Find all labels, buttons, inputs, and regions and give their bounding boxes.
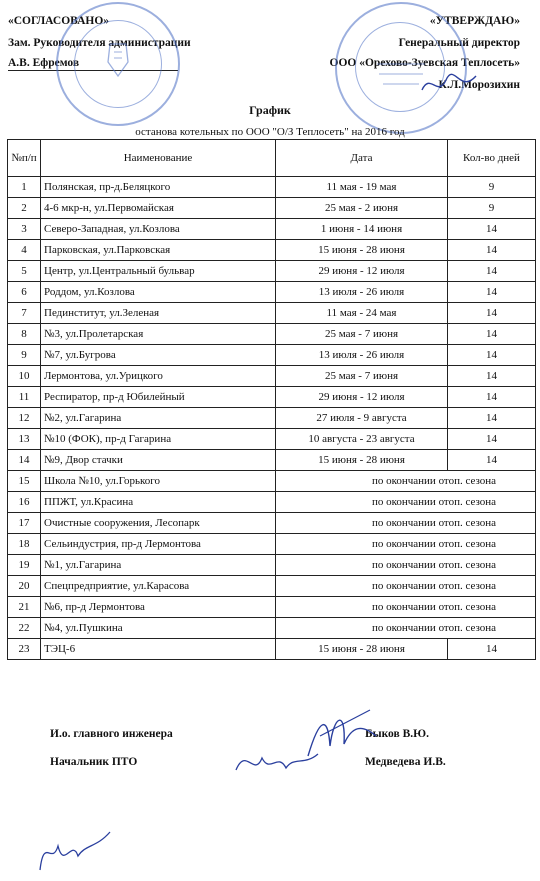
row-num: 6	[8, 282, 41, 303]
row-name: №6, пр-д Лермонтова	[41, 597, 276, 618]
table-row	[8, 303, 536, 324]
table-row	[8, 597, 536, 618]
table-row	[8, 576, 536, 597]
signature-position-1: И.о. главного инженера	[50, 728, 173, 740]
row-name: Спецпредприятие, ул.Карасова	[41, 576, 276, 597]
row-merged-note: по окончании отоп. сезона	[276, 492, 536, 513]
document-title: График	[249, 103, 291, 117]
header-date: Дата	[276, 140, 448, 177]
row-num: 4	[8, 240, 41, 261]
row-num: 3	[8, 219, 41, 240]
row-merged-note: по окончании отоп. сезона	[276, 534, 536, 555]
table-row	[8, 450, 536, 471]
row-num: 2	[8, 198, 41, 219]
row-num: 16	[8, 492, 41, 513]
row-days: 9	[448, 177, 536, 198]
row-days: 14	[448, 429, 536, 450]
header-name: Наименование	[41, 140, 276, 177]
row-num: 11	[8, 387, 41, 408]
row-days: 14	[448, 639, 536, 660]
row-date: 29 июня - 12 июля	[276, 387, 448, 408]
row-name: Сельиндустрия, пр-д Лермонтова	[41, 534, 276, 555]
row-days: 14	[448, 240, 536, 261]
row-num: 19	[8, 555, 41, 576]
approval-left-heading: «СОГЛАСОВАНО»	[8, 15, 110, 27]
row-num: 8	[8, 324, 41, 345]
row-name: ППЖТ, ул.Красина	[41, 492, 276, 513]
row-num: 13	[8, 429, 41, 450]
row-merged-note: по окончании отоп. сезона	[276, 471, 536, 492]
row-days: 14	[448, 387, 536, 408]
row-name: №9, Двор стачки	[41, 450, 276, 471]
approval-left-name: А.В. Ефремов	[8, 56, 178, 71]
row-date: 13 июля - 26 июля	[276, 345, 448, 366]
pto-head-signature-icon	[232, 742, 322, 782]
approval-left-position: Зам. Руководителя администрации	[8, 37, 191, 49]
row-days: 14	[448, 366, 536, 387]
row-name: №2, ул.Гагарина	[41, 408, 276, 429]
row-days: 14	[448, 219, 536, 240]
document-subtitle: останова котельных по ООО "О/З Теплосеть" на 2016 год	[135, 126, 405, 138]
row-days: 9	[448, 198, 536, 219]
row-num: 18	[8, 534, 41, 555]
table-row	[8, 177, 536, 198]
row-name: ТЭЦ-6	[41, 639, 276, 660]
row-num: 14	[8, 450, 41, 471]
schedule-table	[7, 139, 536, 660]
row-days: 14	[448, 345, 536, 366]
table-row	[8, 345, 536, 366]
table-row	[8, 618, 536, 639]
row-name: №1, ул.Гагарина	[41, 555, 276, 576]
table-row	[8, 198, 536, 219]
table-row	[8, 639, 536, 660]
row-days: 14	[448, 303, 536, 324]
row-days: 14	[448, 324, 536, 345]
signature-name-1: Быков В.Ю.	[365, 728, 429, 740]
row-date: 15 июня - 28 июня	[276, 639, 448, 660]
row-name: Школа №10, ул.Горького	[41, 471, 276, 492]
table-row	[8, 492, 536, 513]
row-name: 4-6 мкр-н, ул.Первомайская	[41, 198, 276, 219]
row-merged-note: по окончании отоп. сезона	[276, 555, 536, 576]
row-date: 15 июня - 28 июня	[276, 450, 448, 471]
row-name: Полянская, пр-д.Беляцкого	[41, 177, 276, 198]
row-name: Роддом, ул.Козлова	[41, 282, 276, 303]
director-signature-icon	[420, 70, 480, 100]
row-date: 11 мая - 24 мая	[276, 303, 448, 324]
table-row	[8, 513, 536, 534]
table-row	[8, 555, 536, 576]
row-merged-note: по окончании отоп. сезона	[276, 597, 536, 618]
row-date: 13 июля - 26 июля	[276, 282, 448, 303]
table-row	[8, 366, 536, 387]
header-days: Кол-во дней	[448, 140, 536, 177]
row-num: 7	[8, 303, 41, 324]
table-row	[8, 324, 536, 345]
table-row	[8, 240, 536, 261]
approval-right-position: Генеральный директор	[398, 37, 520, 49]
row-name: Очистные сооружения, Лесопарк	[41, 513, 276, 534]
row-num: 9	[8, 345, 41, 366]
row-name: №7, ул.Бугрова	[41, 345, 276, 366]
row-days: 14	[448, 282, 536, 303]
row-date: 1 июня - 14 июня	[276, 219, 448, 240]
row-merged-note: по окончании отоп. сезона	[276, 576, 536, 597]
table-row	[8, 219, 536, 240]
table-row	[8, 261, 536, 282]
signature-name-2: Медведева И.В.	[365, 756, 446, 768]
row-num: 21	[8, 597, 41, 618]
table-header-row	[8, 140, 536, 177]
row-name: Парковская, ул.Парковская	[41, 240, 276, 261]
row-num: 5	[8, 261, 41, 282]
row-date: 25 мая - 7 июня	[276, 366, 448, 387]
row-merged-note: по окончании отоп. сезона	[276, 513, 536, 534]
row-num: 1	[8, 177, 41, 198]
approval-right-name: К.Л.Морозихин	[438, 79, 520, 91]
bottom-signature-icon	[34, 826, 114, 876]
row-date: 15 июня - 28 июня	[276, 240, 448, 261]
row-days: 14	[448, 261, 536, 282]
table-row	[8, 408, 536, 429]
row-name: №3, ул.Пролетарская	[41, 324, 276, 345]
row-num: 23	[8, 639, 41, 660]
row-num: 12	[8, 408, 41, 429]
row-days: 14	[448, 450, 536, 471]
row-date: 25 мая - 2 июня	[276, 198, 448, 219]
row-num: 22	[8, 618, 41, 639]
table-row	[8, 387, 536, 408]
table-row	[8, 534, 536, 555]
row-date: 29 июня - 12 июля	[276, 261, 448, 282]
header-num: №п/п	[8, 140, 41, 177]
row-date: 25 мая - 7 июня	[276, 324, 448, 345]
row-name: Северо-Западная, ул.Козлова	[41, 219, 276, 240]
row-num: 17	[8, 513, 41, 534]
row-name: №4, ул.Пушкина	[41, 618, 276, 639]
table-row	[8, 429, 536, 450]
row-name: №10 (ФОК), пр-д Гагарина	[41, 429, 276, 450]
row-name: Лермонтова, ул.Урицкого	[41, 366, 276, 387]
row-name: Пединститут, ул.Зеленая	[41, 303, 276, 324]
table-row	[8, 282, 536, 303]
row-num: 20	[8, 576, 41, 597]
row-num: 15	[8, 471, 41, 492]
row-num: 10	[8, 366, 41, 387]
approval-right-company: ООО «Орехово-Зуевская Теплосеть»	[329, 57, 520, 69]
row-date: 10 августа - 23 августа	[276, 429, 448, 450]
row-merged-note: по окончании отоп. сезона	[276, 618, 536, 639]
row-date: 11 мая - 19 мая	[276, 177, 448, 198]
row-days: 14	[448, 408, 536, 429]
row-name: Центр, ул.Центральный бульвар	[41, 261, 276, 282]
approval-right-heading: «УТВЕРЖДАЮ»	[429, 15, 520, 27]
row-name: Респиратор, пр-д Юбилейный	[41, 387, 276, 408]
row-date: 27 июля - 9 августа	[276, 408, 448, 429]
table-row	[8, 471, 536, 492]
signature-position-2: Начальник ПТО	[50, 756, 138, 768]
